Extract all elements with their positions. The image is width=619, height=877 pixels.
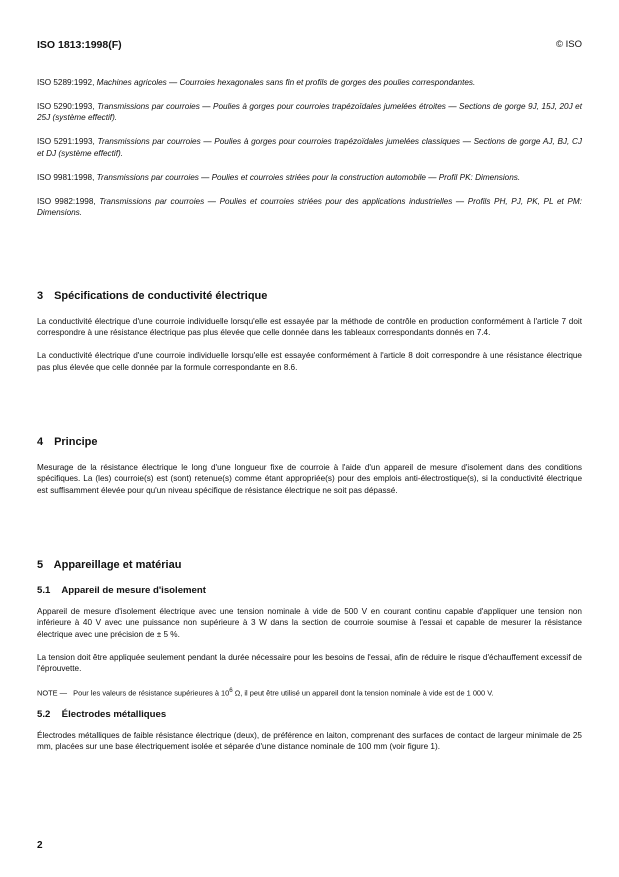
paragraph: Appareil de mesure d'isolement électrique avec une tension nominale à vide de 500 V en courant continu capable d'appliquer une tension non inférieure à 40 V avec une puissance non supérieure à 3 W dans la section de courroie soumise à l'essai et capable de mesurer la résistance électrique avec une précision de ± 5 %.	[37, 607, 582, 639]
copyright-mark: © ISO	[555, 39, 582, 50]
normative-references-list	[37, 77, 582, 231]
section-5	[37, 559, 582, 764]
paragraph: Mesurage de la résistance électrique le long d'une longueur fixe de courroie à l'aide d'un appareil de mesure d'isolement dans des conditions spécifiques. La (les) courroie(s) est (sont) retenue(s) comme étant appropriée(s) pour des emplois anti-électrostique(s), si la conductivité électrique est suffisamment élevée pour qu'un niveau spécifique de résistance électrique ne soit pas dépassé.	[37, 463, 582, 495]
paragraph: Électrodes métalliques de faible résistance électrique (deux), de préférence en laiton, comprenant des surfaces de contact de largeur minimale de 25 mm, placées sur une base électriquement isolée et séparée d'une distance nominale de 100 mm (voir figure 1).	[37, 730, 582, 752]
subsection-5-2-heading: 5.2 Électrodes métalliques	[37, 708, 167, 720]
paragraph: La tension doit être appliquée seulement pendant la durée nécessaire pour les besoins de l'essai, afin de réduire le risque d'échauffement excessif de l'éprouvette.	[37, 652, 582, 674]
reference-item: ISO 9982:1998, Transmissions par courroies — Poulies et courroies striées pour des applications industrielles — Profils PH, PJ, PK, PL et PM: Dimensions.	[37, 196, 582, 218]
document-code: ISO 1813:1998(F)	[37, 39, 122, 51]
reference-item: ISO 5290:1993, Transmissions par courroies — Poulies à gorges pour courroies trapézoïdales jumelées étroites — Sections de gorge 9J, 15J, 20J et 25J (système effectif).	[37, 102, 582, 123]
section-5-heading: 5 Appareillage et matériau	[37, 559, 182, 571]
section-4-heading: 4 Principe	[37, 436, 98, 448]
paragraph: La conductivité électrique d'une courroie individuelle lorsqu'elle est essayée conformément à l'article 8 doit correspondre à une résistance électrique pas plus élevée que celle donnée par la formule correspondante en 8.6.	[37, 351, 582, 372]
subsection-5-1-heading: 5.1 Appareil de mesure d'isolement	[37, 585, 206, 596]
section-4	[37, 436, 582, 508]
section-3	[37, 290, 582, 385]
page-number: 2	[37, 840, 43, 851]
reference-item: ISO 5289:1992, Machines agricoles — Courroies hexagonales sans fin et profils de gorges des poulies correspondantes.	[37, 78, 476, 87]
section-3-heading: 3 Spécifications de conductivité électrique	[37, 290, 268, 302]
note: NOTE — Pour les valeurs de résistance supérieures à $10^6$ Ω, il peut être utilisé un appareil dont la tension nominale à vide est de 1 000 V.	[37, 687, 494, 698]
reference-item: ISO 5291:1993, Transmissions par courroies — Poulies à gorges pour courroies trapézoïdales jumelées classiques — Sections de gorge AJ, BJ, CJ et DJ (système effectif).	[37, 137, 583, 158]
reference-item: ISO 9981:1998, Transmissions par courroies — Poulies et courroies striées pour la construction automobile — Profil PK: Dimensions.	[37, 172, 521, 182]
paragraph: La conductivité électrique d'une courroie individuelle lorsqu'elle est essayée par la méthode de contrôle en production conformément à l'article 7 doit correspondre à une résistance électrique pas plus élevée que celle donnée dans les tableaux correspondants donnés en 7.4.	[37, 317, 582, 338]
